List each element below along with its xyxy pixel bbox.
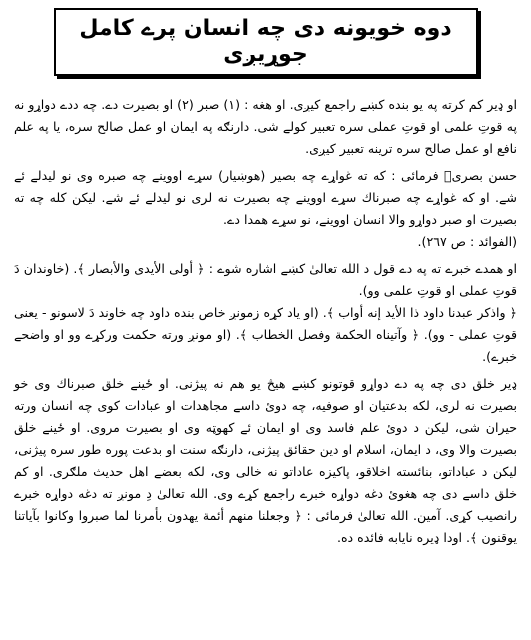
title-area <box>14 8 517 76</box>
paragraph-3: او همدے خبرے ته په دے قول د الله تعالىٰ كښے اشاره شوے : ﴿ أولى الأيدى والأبصار ﴾. (خاوندان دَ قوتِ عملى او قوتِ علمى وو). <box>14 261 517 298</box>
page-title: دوه خويونه دى چه انسان پرے كامل جوړيږى <box>79 16 452 67</box>
paragraph-1: او ډير كم كرته په يو بنده كښے راجمع كيږى. او هغه : (۱) صبر (۲) او بصيرت دے. چه ددے دواړو نه په قوتِ علمى او قوتِ عملى سره تعبير كولے شى. دارنګه په ايمان او عمل صالح سره، يا په علم نافع او عمل صالح سره ترينه تعبير كيږى. <box>14 97 517 156</box>
reference-citation: (الفوائد : ص ۲٦۷). <box>417 234 517 249</box>
paragraph-4: ﴿ واذكر عبدنا داود ذا الأيد إنه أواب ﴾. (او ياد كړه زمونږ خاص بنده داود چه خاوند دَ لاسونو - يعنى قوتِ عملى - وو). ﴿ وآتيناه الحكمة وفصل الخطاب ﴾. (او مونږ ورته حكمت وركړے وو او واضحے خبرے). <box>14 305 517 364</box>
title-box <box>54 8 478 76</box>
paragraph-5: ډير خلق دى چه په دے دواړو قوتونو كښے هيڅ يو هم نه پيژنى. او ځينے خلق صبرناك وى خو بصيرت نه لرى، لكه بدعتيان او صوفيه، چه دوئ داسے مجاهدات او عبادات كوى چه انسان ورته حيران شى، ليكن د دوئ علم فاسد وى او ايمان ئے كهوټه وى او بصيرت مروى. او ځينے خلق بصيرت والا وى، د ايمان، اسلام او دين حقائق پيژنى، دارنګه سنت او بدعت پوره طور سره پيژنى، ليكن د عباداتو، بنائسته اخلاقو، پاكيزه عاداتو نه خالى وى، لكه بعضے اهل حديث ملګرى. او كم خلق داسے دى چه هغوئ دغه دواړه خبرے راجمع كړے وى. الله تعالىٰ دِ مونږ ته دغه دواړه خبرے رانصيب كړى. آمين. الله تعالىٰ فرمائى : ﴿ وجعلنا منهم أئمة يهدون بأمرنا لما صبروا وكانوا بآياتنا يوقنون ﴾. اودا ډيره نايابه فائده ده. <box>14 376 517 545</box>
document-body <box>14 94 517 549</box>
paragraph-2: حسن بصرىؒ فرمائى : كه ته غواړے چه بصير (هوښيار) سړے اووينے چه صبره وى نو ليدلے ئے شے. او كه غواړے چه صبرناك سړے اووينے چه بصيرت نه لرى نو ليدلے ئے شے. ليكن كله چه ته بصيرت او صبر دواړو والا انسان اووينے، نو سړے همدا دے. <box>14 168 517 227</box>
